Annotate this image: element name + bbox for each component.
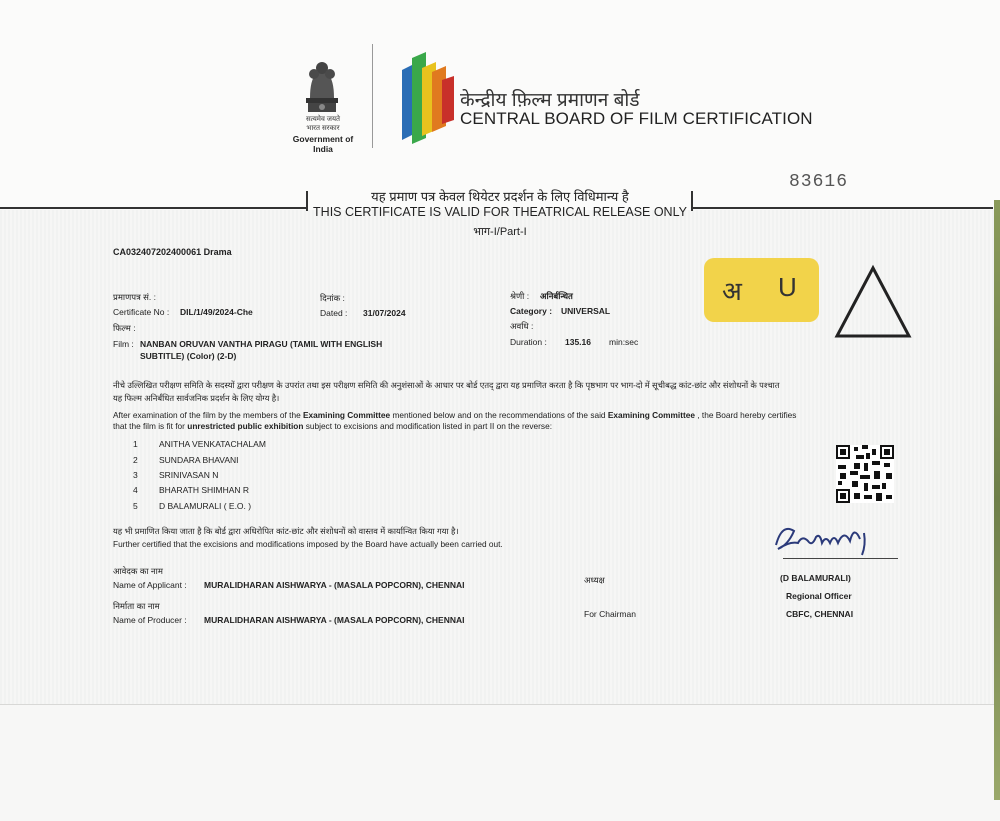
duration-value: 135.16 [565,337,591,347]
cbfc-logo-icon [400,50,456,146]
further-certified-hindi: यह भी प्रमाणित किया जाता है कि बोर्ड द्वारा अधिरोपित कांट-छांट और संशोधनों को वास्तव में कार्यान्वित किया गया है। [113,526,459,536]
officer-name: (D BALAMURALI) [780,573,851,583]
reference-number: CA032407202400061 Drama [113,247,232,257]
certificate-bottom-area [0,705,1000,821]
film-label-hindi: फिल्म : [113,323,136,333]
member-number: 1 [133,439,138,449]
certification-text-hindi-line2: यह फिल्म अनिर्बंधित सार्वजनिक प्रदर्शन के लिए योग्य है। [113,393,280,403]
category-label: Category : [510,306,553,316]
member-number: 3 [133,470,138,480]
film-title-line1: NANBAN ORUVAN VANTHA PIRAGU (TAMIL WITH ENGLISH [140,339,383,349]
member-name: BHARATH SHIMHAN R [159,485,250,495]
emblem-motto: सत्यमेव जयते [305,116,341,123]
triangle-icon [833,264,913,340]
officer-title: Regional Officer [786,591,852,601]
date-label-hindi: दिनांक : [320,293,345,303]
government-hindi: भारत सरकार [306,125,340,132]
duration-label-hindi: अवधि : [510,321,534,331]
validity-hindi: यह प्रमाण पत्र केवल थियेटर प्रदर्शन के लिए विधिमान्य है [371,189,629,204]
rating-hindi: अ [722,276,742,306]
date-label: Dated : [320,308,348,318]
serial-number: 83616 [789,172,849,192]
member-name: SRINIVASAN N [159,470,219,480]
header-divider [372,44,373,148]
member-number: 4 [133,485,138,495]
producer-label-hindi: निर्माता का नाम [113,601,160,611]
applicant-label-hindi: आवेदक का नाम [113,566,163,576]
background-edge [994,200,1000,800]
producer-value: MURALIDHARAN AISHWARYA - (MASALA POPCORN), CHENNAI [204,615,465,625]
banner-bracket-right [691,191,693,211]
certification-text-hindi-line1: नीचे उल्लिखित परीक्षण समिति के सदस्यों द्वारा परीक्षण के उपरांत तथा इस परीक्षण समिति की अनुशंसाओं के आधार पर बोर्ड एतद् द्वारा यह प्रमाणित करता है कि पृष्ठभाग पर भाग-दो में सूचीबद्ध कांट-छांट और संशोधनों के पश्चात [113,380,780,390]
category-value: UNIVERSAL [561,306,611,316]
banner-line-left [0,207,306,209]
officer-office: CBFC, CHENNAI [786,609,854,619]
government-english: Government of India [292,134,354,154]
banner-line-right [693,207,993,209]
certification-text-english: After examination of the film by the members of the Examining Committee mentioned below and on the recommendations of the said Examining Committee , the Board hereby certifies [113,410,797,420]
validity-english: THIS CERTIFICATE IS VALID FOR THEATRICAL RELEASE ONLY [313,205,687,219]
chairman-hindi: अध्यक्ष [584,575,605,585]
member-name: ANITHA VENKATACHALAM [159,439,266,449]
duration-unit: min:sec [609,337,639,347]
category-value-hindi: अनिर्बन्धित [540,291,573,301]
film-label: Film : [113,339,134,349]
qr-code-icon [836,445,894,503]
board-name-english: CENTRAL BOARD OF FILM CERTIFICATION [460,109,813,128]
date-value: 31/07/2024 [363,308,406,318]
certificate-no-value: DIL/1/49/2024-Che [180,307,253,317]
validity-part: भाग-I/Part-I [473,226,527,238]
banner-bracket-left [306,191,308,211]
certification-text-english-2: that the film is fit for unrestricted public exhibition subject to excisions and modification listed in part II on the reverse: [113,421,552,431]
category-label-hindi: श्रेणी : [510,291,530,301]
certificate-no-label: Certificate No : [113,307,170,317]
certificate-no-label-hindi: प्रमाणपत्र सं. : [113,292,156,302]
member-number: 5 [133,501,138,511]
rating-english: U [778,272,797,302]
producer-label: Name of Producer : [113,615,187,625]
for-chairman: For Chairman [584,609,636,619]
applicant-label: Name of Applicant : [113,580,187,590]
member-name: SUNDARA BHAVANI [159,455,239,465]
national-emblem-icon [300,54,344,116]
signature-icon [768,515,898,563]
paper-fold-line [0,704,1000,705]
board-name-hindi: केन्द्रीय फ़िल्म प्रमाणन बोर्ड [460,90,640,111]
further-certified-english: Further certified that the excisions and modifications imposed by the Board have actually been carried out. [113,539,503,549]
member-name: D BALAMURALI ( E.O. ) [159,501,252,511]
member-number: 2 [133,455,138,465]
signature-line [783,558,898,559]
film-title-line2: SUBTITLE) (Color) (2-D) [140,351,237,361]
duration-label: Duration : [510,337,547,347]
applicant-value: MURALIDHARAN AISHWARYA - (MASALA POPCORN), CHENNAI [204,580,465,590]
